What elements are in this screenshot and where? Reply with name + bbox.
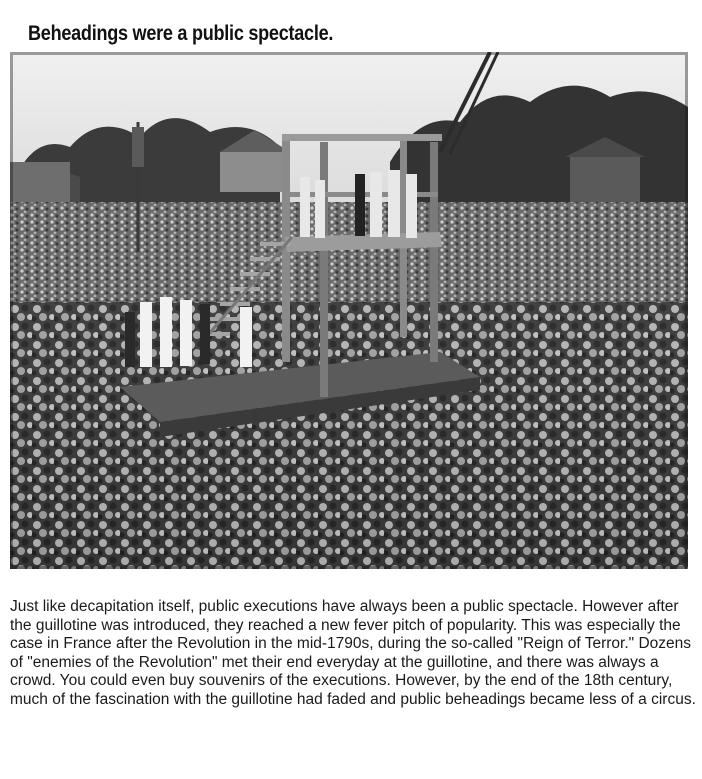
execution-crowd-photo — [10, 52, 688, 569]
photo-illustration — [10, 52, 688, 569]
article-title: Beheadings were a public spectacle. — [28, 22, 334, 45]
article-caption: Just like decapitation itself, public executions have always been a public spectacle. However after the guillotine was introduced, they reached a new fever pitch of popularity. This was especially the case in France after the Revolution in the mid-1790s, during the so-called "Reign of Terror." Dozens of "enemies of the Revolution" met their end everyday at the guillotine, and there was always a crowd. You could even buy souvenirs of the executions. However, by the end of the 18th century, much of the fascination with the guillotine had faded and public beheadings became less of a circus. — [10, 598, 696, 708]
